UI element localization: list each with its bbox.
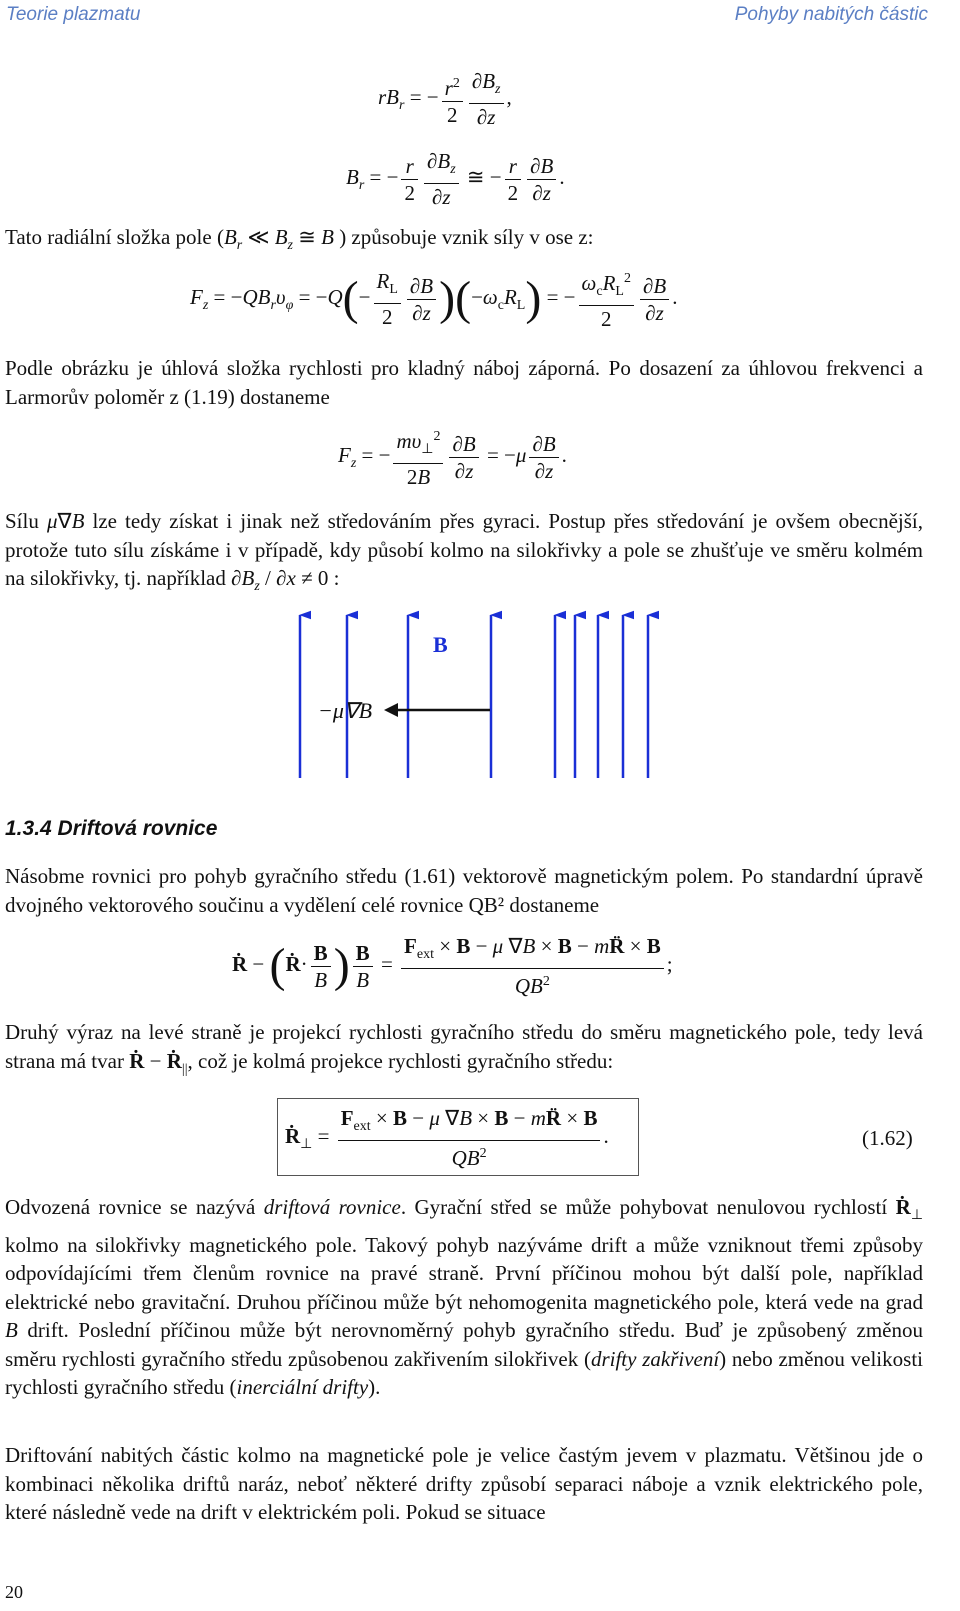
paragraph-drift-intro: Násobme rovnici pro pohyb gyračního středu (1.61) vektorově magnetickým polem. Po standardní úpravě dvojného vektorového součinu a vydělení celé rovnice QB² dostaneme	[5, 864, 923, 917]
paragraph-drifting: Driftování nabitých částic kolmo na magnetické pole je velice častým jevem v plazmatu. Většinou jde o kombinaci několika driftů naráz, neboť některé drifty způsobí separaci náboje a vznik elektrického pole, které následně vede na drift v elektrickém poli. Pokud se situace	[5, 1443, 923, 1524]
paragraph-drift-equation: Odvozená rovnice se nazývá driftová rovnice. Gyrační střed se může pohybovat nenulovou rychlostí Ṙ$_\perp$ kolmo na silokřivky magnetického pole. Takový pohyb nazýváme drift a může vzniknout třemi způsoby odpovídajícími třem členům rovnice na pravé straně. První příčinou mohou být další pole, například elektrické nebo gravitační. Druhou příčinou může být nehomogenita magnetického pole, která vede na grad B drift. Poslední příčinou může být nerovnoměrný pohyb gyračního středu. Buď je způsobený změnou směru rychlosti gyračního středu způsobenou zakřivením silokřivek (drifty zakřivení) nebo změnou velikosti rychlosti gyračního středu (inerciální drifty).	[5, 1195, 924, 1400]
equation-drift: Ṙ$_\perp$ = $\frac{F_{ext} \times B - \mu \nabla B \times B - mR̈ \times B}{QB^2}$ .	[285, 1106, 609, 1171]
gradient-label: −μ∇B	[318, 698, 373, 723]
paragraph-force: Sílu μ∇B lze tedy získat i jinak než středováním přes gyraci. Postup přes středování je ovšem obecnější, protože tuto sílu získáme i v případě, kdy působí kolmo na silokřivky a pole se zhušťuje ve směru kolmém na silokřivky, tj. například $\partial B_z / \partial x \ne 0$ :	[5, 509, 924, 595]
equation-br: $B_r$ = − $\frac{r}{2}$ $\frac{\partial B_z}{\partial z}$ ≅ − $\frac{r}{2}$ $\frac{\partial B}{\partial z}$ .	[346, 149, 565, 210]
equation-number: (1.62)	[862, 1126, 913, 1150]
paragraph-substitution: Podle obrázku je úhlová složka rychlosti pro kladný náboj záporná. Po dosazení za úhlovou frekvenci a Larmorův poloměr z (1.19) dostaneme	[5, 356, 923, 409]
equation-fz-mu: $F_z$ = − $\frac{m\upsilon_\perp^2}{2B}$ $\frac{\partial B}{\partial z}$ = −μ $\frac{\partial B}{\partial z}$ .	[338, 424, 567, 490]
header-right: Pohyby nabitých částic	[734, 4, 928, 25]
equation-rbr: $rB_r$ = − $\frac{r^2}{2}$ $\frac{\partial B_z}{\partial z}$ ,	[378, 69, 512, 130]
field-lines	[300, 615, 648, 778]
equation-fz: $F_z = -QB_r\upsilon_\varphi = -Q(-$ $\frac{R_L}{2}$ $\frac{\partial B}{\partial z}$ )$(-\omega_cR_L)$ = − $\frac{\omega_cR_L^2}{2}$ $\frac{\partial B}{\partial z}$ .	[190, 266, 677, 332]
paragraph-projection: Druhý výraz na levé straně je projekcí rychlosti gyračního středu do směru magnetického pole, tedy levá strana má tvar Ṙ − Ṙ$_{||}$, což je kolmá projekce rychlosti gyračního středu:	[5, 1020, 923, 1077]
section-title: 1.3.4 Driftová rovnice	[5, 817, 218, 840]
equation-rdot: Ṙ − (Ṙ· $\frac{B}{B}$ ) $\frac{B}{B}$ = $\frac{F_{ext} \times B - \mu \nabla B \times B - mR̈ \times B}{QB^2}$ ;	[232, 934, 673, 999]
paragraph-radial: Tato radiální složka pole ($B_r$ ≪ $B_z$ ≅ B ) způsobuje vznik síly v ose z:	[5, 225, 594, 254]
page-number: 20	[5, 1582, 23, 1602]
header-left: Teorie plazmatu	[6, 4, 141, 25]
field-gradient-figure	[0, 600, 960, 785]
field-label: B	[433, 632, 448, 657]
